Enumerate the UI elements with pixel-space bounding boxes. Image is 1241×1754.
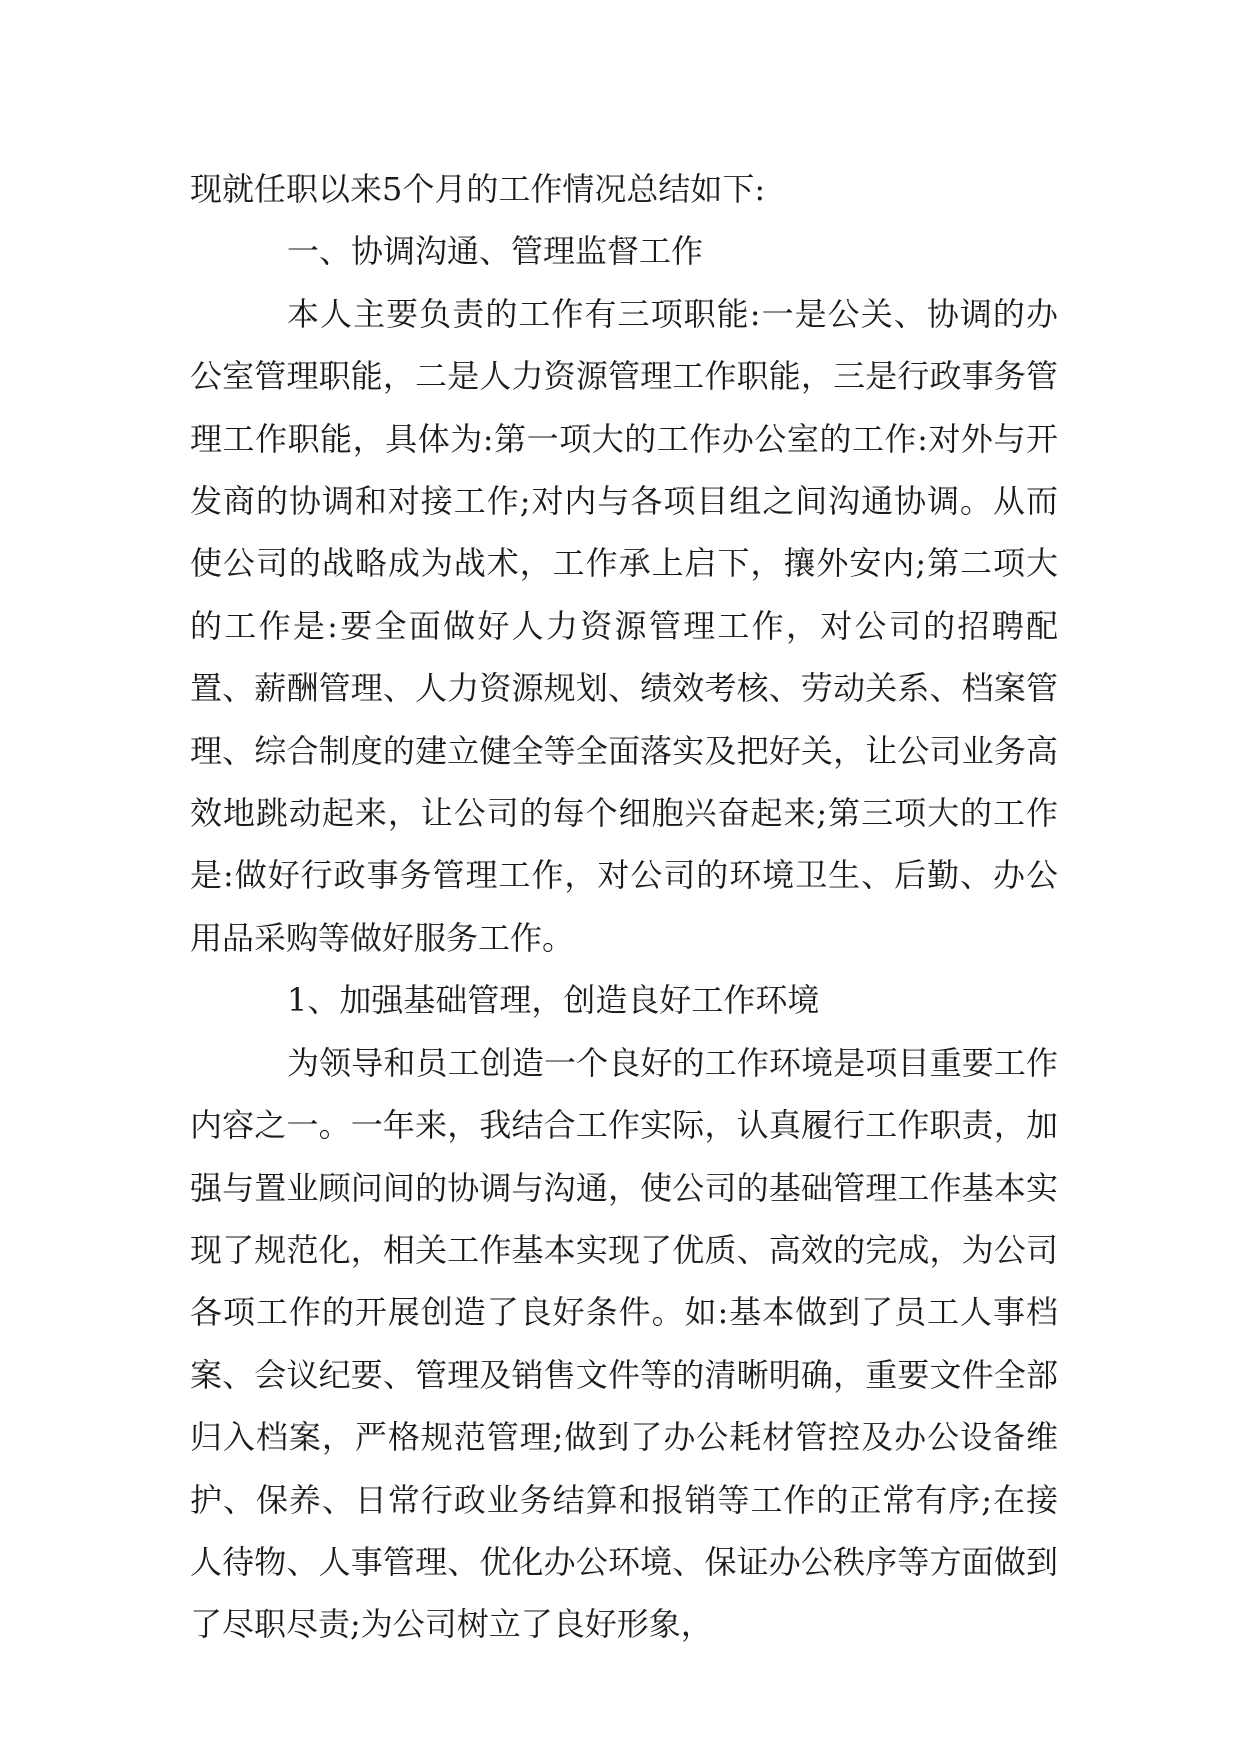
paragraph-responsibilities: 本人主要负责的工作有三项职能:一是公关、协调的办公室管理职能，二是人力资源管理工作职能，三是行政事务管理工作职能，具体为:第一项大的工作办公室的工作:对外与开发商的协调和对接工作;对内与各项目组之间沟通协调。从而使公司的战略成为战术，工作承上启下，攘外安内;第二项大的工作是:要全面做好人力资源管理工作，对公司的招聘配置、薪酬管理、人力资源规划、绩效考核、劳动关系、档案管理、综合制度的建立健全等全面落实及把好关，让公司业务高效地跳动起来，让公司的每个细胞兴奋起来;第三项大的工作是:做好行政事务管理工作，对公司的环境卫生、后勤、办公用品采购等做好服务工作。 [190,294,1058,957]
document-body [190,158,1058,1656]
subsection-heading-basic-management: 1、加强基础管理，创造良好工作环境 [287,981,820,1020]
section-heading-coordination: 一、协调沟通、管理监督工作 [287,232,704,271]
paragraph-work-environment: 为领导和员工创造一个良好的工作环境是项目重要工作内容之一。一年来，我结合工作实际，认真履行工作职责，加强与置业顾问间的协调与沟通，使公司的基础管理工作基本实现了规范化，相关工作基本实现了优质、高效的完成，为公司各项工作的开展创造了良好条件。如:基本做到了员工人事档案、会议纪要、管理及销售文件等的清晰明确，重要文件全部归入档案，严格规范管理;做到了办公耗材管控及办公设备维护、保养、日常行政业务结算和报销等工作的正常有序;在接人待物、人事管理、优化办公环境、保证办公秩序等方面做到了尽职尽责;为公司树立了良好形象， [190,1043,1058,1644]
paragraph-intro: 现就任职以来5个月的工作情况总结如下: [190,170,766,208]
